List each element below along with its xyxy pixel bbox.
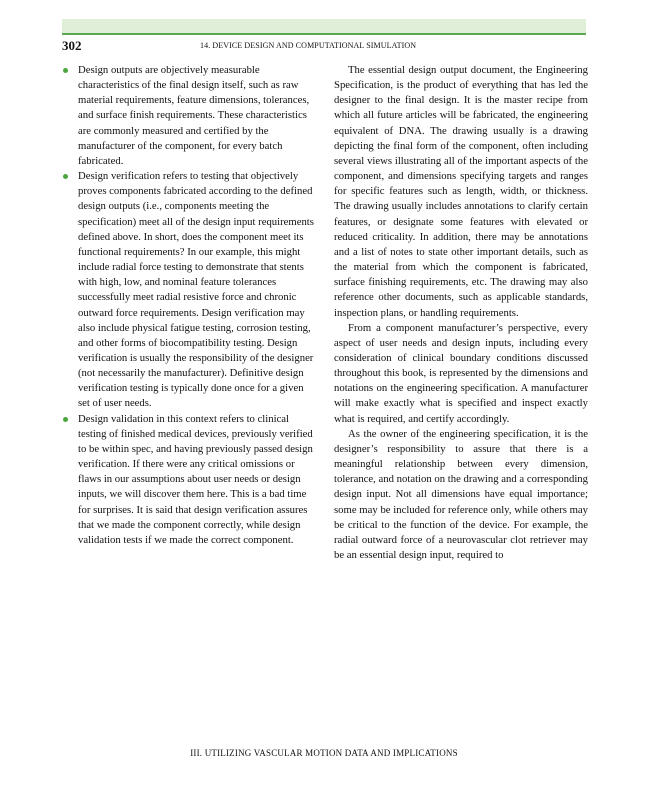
bullet-design-verification	[62, 169, 317, 412]
paragraph: From a component manufacturer’s perspective, every aspect of user needs and design inputs, including every consideration of clinical boundary conditions discussed throughout this book, is represented by the dimensions and notations on the engineering specification. A manufacturer will make exactly what is specified and inspect exactly what is required, and certify accordingly.	[334, 321, 588, 425]
bullet-design-validation	[62, 412, 317, 548]
bullet-text: Design validation in this context refers to clinical testing of finished medical devices, previously verified to be within spec, and having previously passed design verification. If there were any critical omissions or flaws in our assumptions about user needs or design inputs, we will discover them here. This is a bad time for surprises. It is said that design verification assures that we made the component correctly, while design validation tests if we made the correct component.	[78, 412, 313, 546]
bullet-text: Design verification refers to testing that objectively proves components fabricated according to the defined design outputs (i.e., components meeting the specification) meet all of the design input requirements defined above. In short, does the component meet its functional requirements? In our example, this might include radial force testing to demonstrate that stents with high, low, and nominal feature tolerances successfully meet radial resistive force and chronic outward force requirements. Design verification may also include physical fatigue testing, corrosion testing, and other forms of biocompatibility testing. Design verification is usually the responsibility of the designer (not necessarily the manufacturer). Definitive design verification testing is typically done once for a given set of user needs.	[78, 170, 314, 410]
bullet-design-outputs	[62, 63, 317, 169]
header-bar	[62, 19, 586, 35]
bullet-list	[62, 63, 317, 548]
bullet-text: Design outputs are objectively measurable characteristics of the final design itself, such as raw material requirements, feature dimensions, tolerances, and surface finish requirements. These characteristics are commonly measured and certified by the manufacturer of the component, for every batch fabricated.	[78, 64, 310, 167]
paragraph: As the owner of the engineering specification, it is the designer’s responsibility to assure that there is a meaningful relationship between every dimension, tolerance, and notation on the drawing and a corresponding design input. Not all dimensions have equal importance; some may be included for reference only, while others may be critical to the function of the device. For example, the radial outward force of a neurovascular clot retriever may be an essential design input, required to	[334, 427, 588, 561]
page-number: 302	[62, 38, 82, 53]
left-column	[62, 63, 317, 548]
footer-running-title: III. UTILIZING VASCULAR MOTION DATA AND IMPLICATIONS	[190, 748, 458, 758]
bullet-dot-icon	[63, 68, 68, 73]
right-column	[334, 63, 588, 563]
bullet-dot-icon	[63, 417, 68, 422]
running-head: 14. DEVICE DESIGN AND COMPUTATIONAL SIMULATION	[200, 41, 417, 50]
paragraph: The essential design output document, the Engineering Specification, is the product of everything that has led the designer to the final design. It is the master recipe from which all future articles will be fabricated, the engineering equivalent of DNA. The drawing usually is a drawing depicting the final form of the component, often including several views illustrating all of the important aspects of the component, and dimensions specifying targets and ranges for specific features such as length, width, or thickness. The drawing usually includes annotations to clarify certain features, or designate some features with elevated or reduced criticality. In addition, there may be annotations and a list of notes to state other important details, such as the material from which the component is fabricated, surface finishing requirements, etc. The drawing may also reference other documents, such as applicable standards, inspection plans, or handling requirements.	[334, 64, 588, 319]
bullet-dot-icon	[63, 174, 68, 179]
